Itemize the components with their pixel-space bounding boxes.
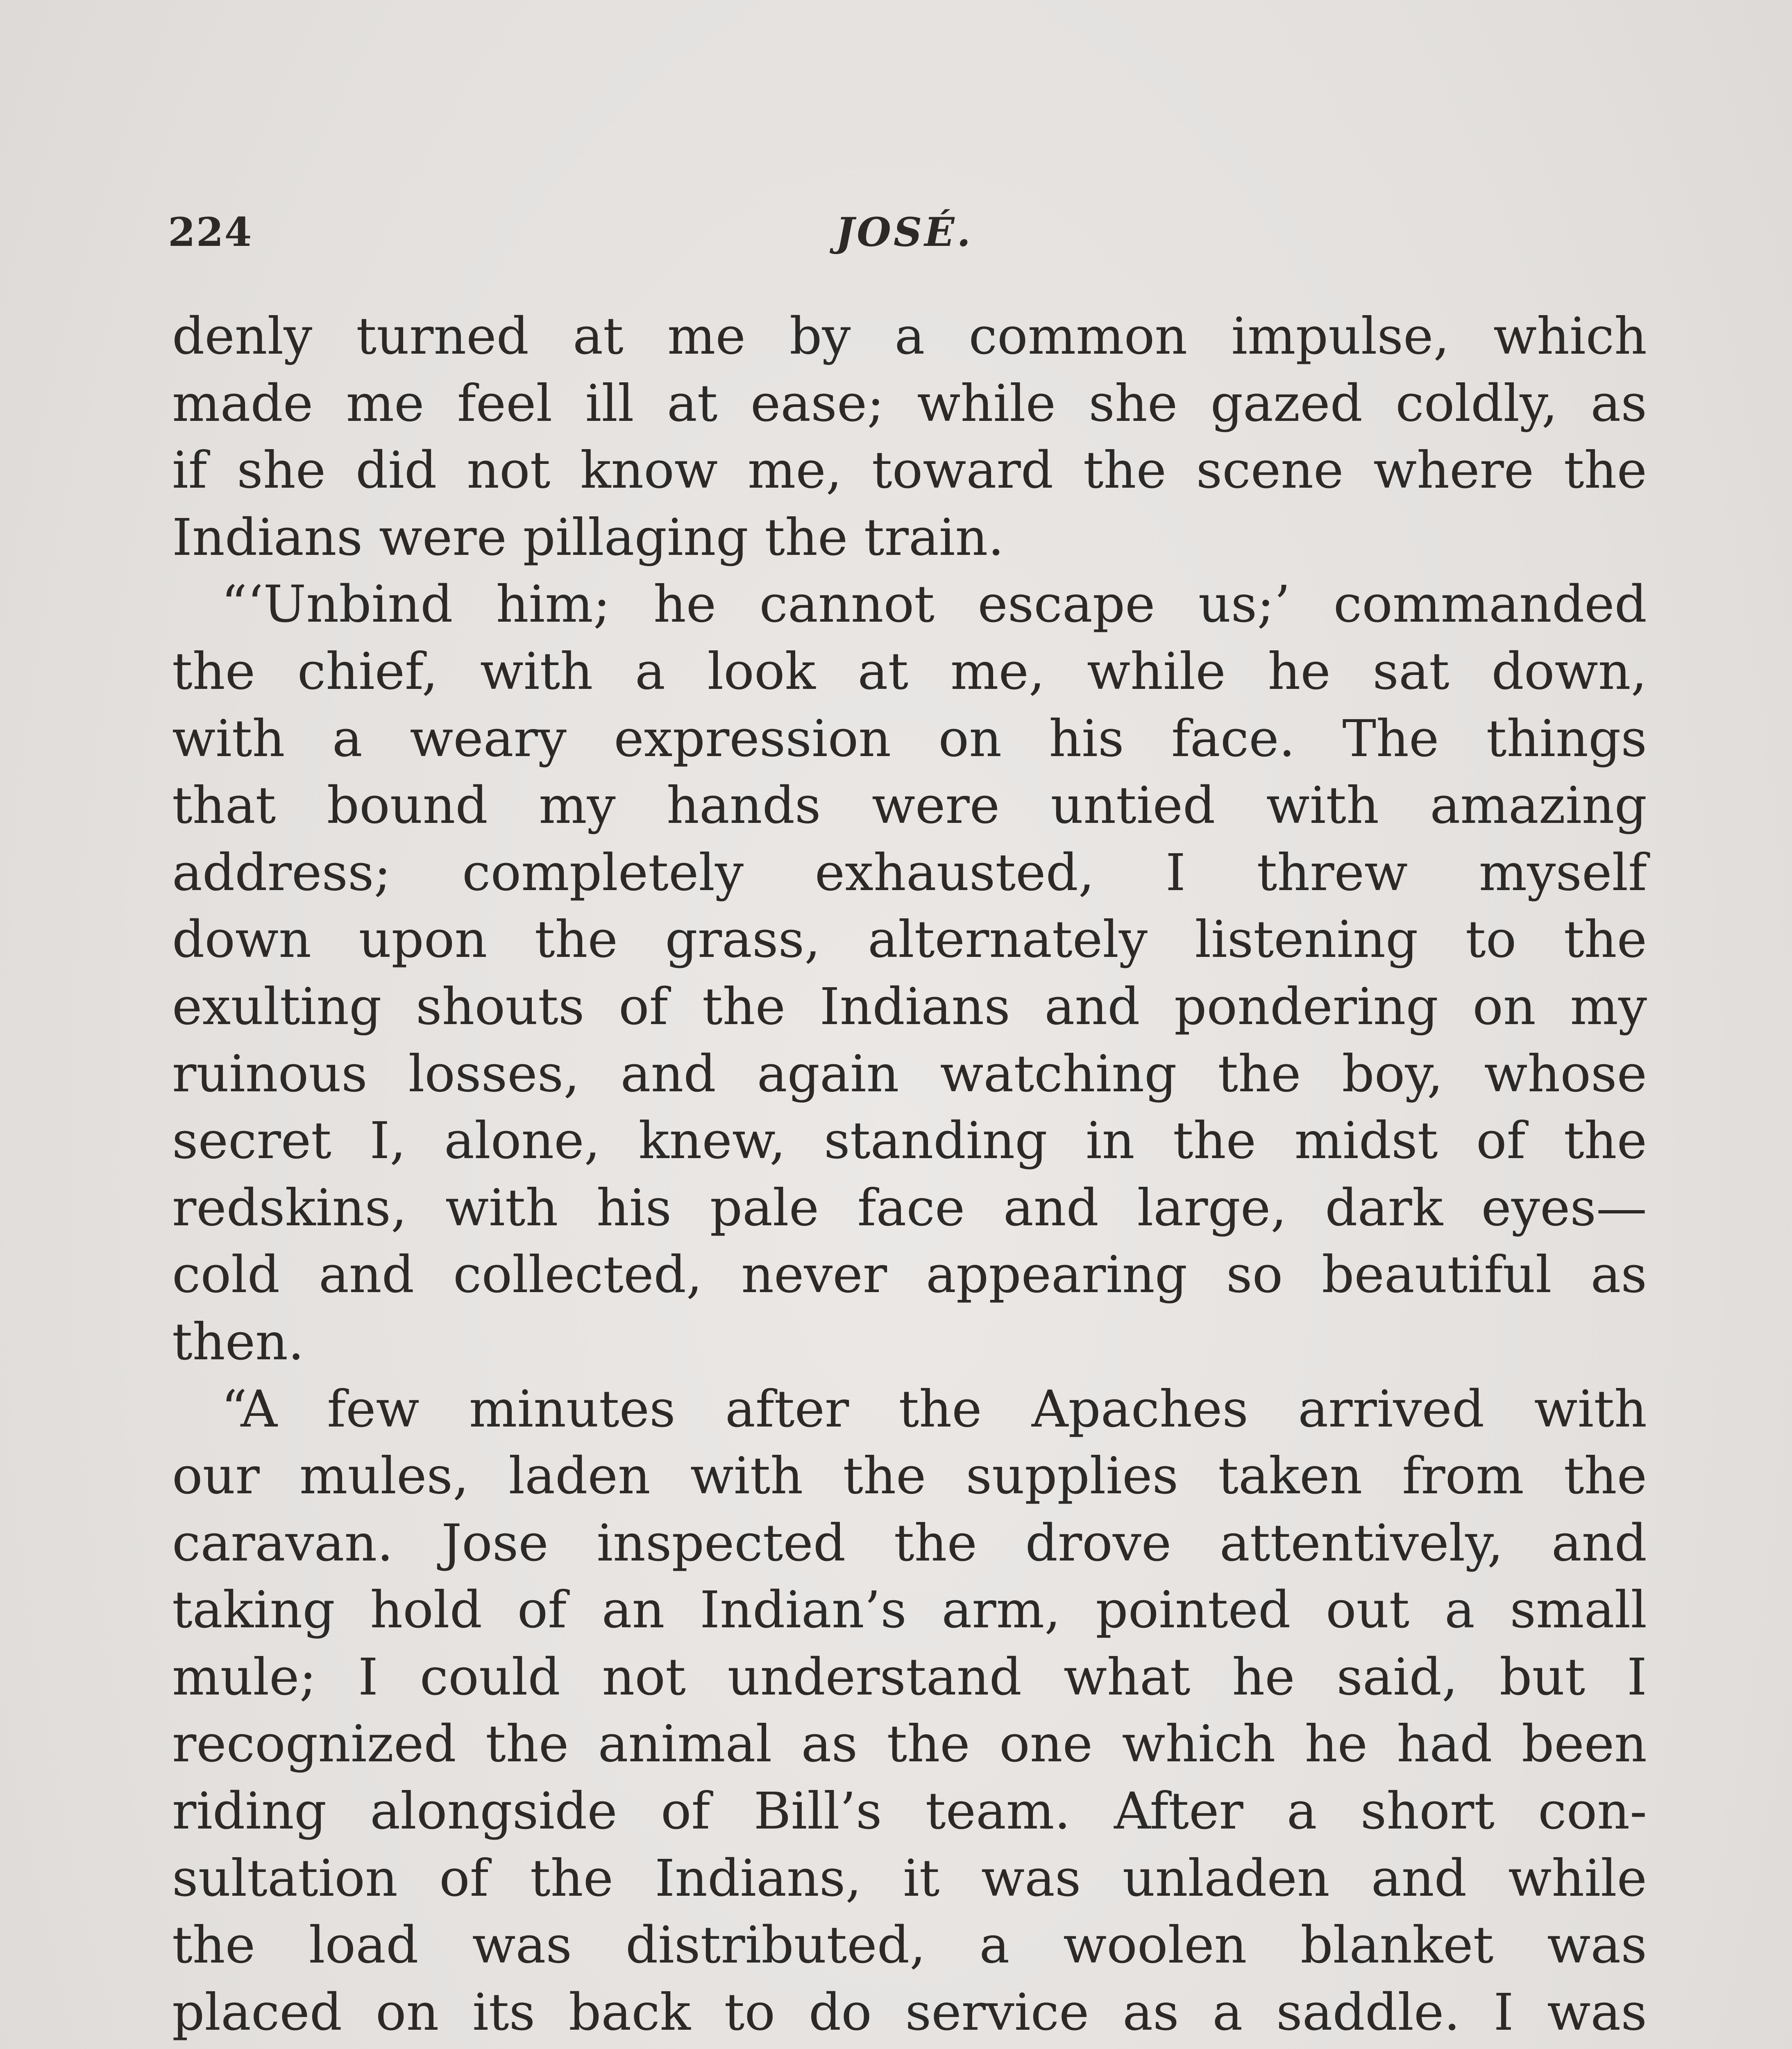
running-head (168, 209, 1635, 258)
text-line: caravan. Jose inspected the drove attentively, and (172, 1513, 1647, 1573)
text-line: made me feel ill at ease; while she gazed coldly, as (172, 374, 1647, 433)
text-line: mule; I could not understand what he said, but I (172, 1647, 1647, 1707)
body-text (172, 303, 1647, 2049)
text-line: taking hold of an Indian’s arm, pointed out a small (172, 1581, 1647, 1640)
text-line: if she did not know me, toward the scene where the (172, 441, 1647, 500)
text-line: riding alongside of Bill’s team. After a short con- (172, 1782, 1647, 1841)
text-line: placed on its back to do service as a saddle. I was (172, 1983, 1647, 2042)
text-line: Indians were pillaging the train. (172, 508, 1004, 567)
text-line: the chief, with a look at me, while he sat down, (172, 642, 1647, 701)
text-line (172, 2046, 1647, 2049)
text-line: address; completely exhausted, I threw myself (172, 843, 1647, 902)
text-line: “A few minutes after the Apaches arrived with (221, 1379, 1647, 1439)
page-number: 224 (168, 209, 253, 255)
text-line: then. (172, 1312, 304, 1372)
text-line: our mules, laden with the supplies taken from the (172, 1447, 1647, 1506)
text-line: denly turned at me by a common impulse, which (172, 307, 1647, 366)
text-line: secret I, alone, knew, standing in the midst of the (172, 1111, 1647, 1171)
text-line: recognized the animal as the one which he had been (172, 1715, 1647, 1774)
text-line: the load was distributed, a woolen blanket was (172, 1916, 1647, 1975)
text-line: ruinous losses, and again watching the boy, whose (172, 1044, 1647, 1104)
text-line: redskins, with his pale face and large, dark eyes— (172, 1178, 1647, 1238)
text-line: “‘Unbind him; he cannot escape us;’ commanded (221, 575, 1647, 634)
text-line: sultation of the Indians, it was unladen and while (172, 1849, 1647, 1908)
text-line: exulting shouts of the Indians and pondering on my (172, 977, 1647, 1036)
text-line: down upon the grass, alternately listening to the (172, 910, 1647, 970)
text-line: cold and collected, never appearing so beautiful as (172, 1245, 1647, 1305)
text-line: with a weary expression on his face. The things (172, 709, 1647, 768)
text-line: that bound my hands were untied with amazing (172, 776, 1647, 836)
running-title: JOSÉ. (836, 209, 973, 255)
